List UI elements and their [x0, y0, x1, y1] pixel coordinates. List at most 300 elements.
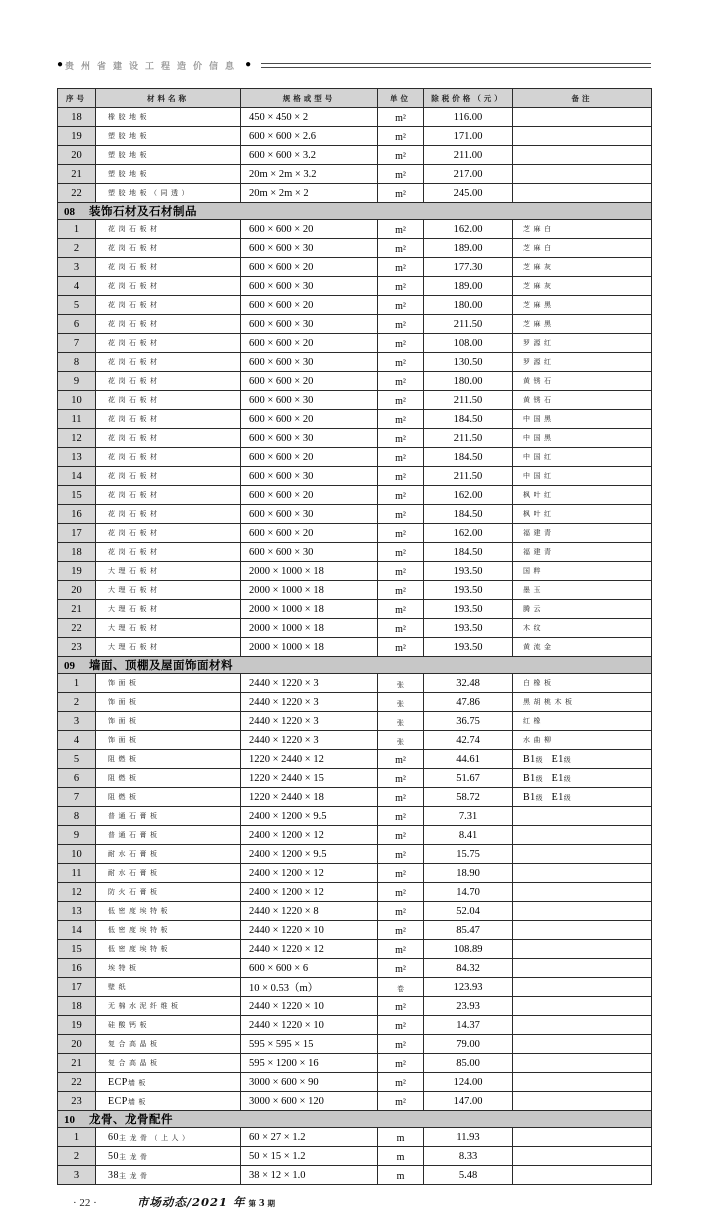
cell-unit: m² [378, 429, 424, 448]
cell-material-name: 60主龙骨（上人） [96, 1128, 241, 1147]
cell-spec: 3000 × 600 × 90 [241, 1073, 378, 1092]
section-title: 08 装饰石材及石材制品 [58, 203, 652, 220]
cell-spec: 600 × 600 × 20 [241, 296, 378, 315]
cell-serial: 20 [58, 1035, 96, 1054]
table-row [58, 127, 652, 146]
cell-serial: 20 [58, 581, 96, 600]
cell-spec: 2400 × 1200 × 12 [241, 864, 378, 883]
cell-material-name: ECP墙板 [96, 1073, 241, 1092]
cell-remark [513, 845, 652, 864]
cell-remark [513, 1147, 652, 1166]
cell-spec: 595 × 1200 × 16 [241, 1054, 378, 1073]
cell-remark [513, 959, 652, 978]
cell-remark: 黄锈石 [513, 372, 652, 391]
cell-remark [513, 1073, 652, 1092]
cell-price: 211.50 [424, 315, 513, 334]
table-row [58, 1166, 652, 1185]
cell-serial: 1 [58, 220, 96, 239]
cell-serial: 6 [58, 769, 96, 788]
cell-remark: 罗源红 [513, 353, 652, 372]
cell-serial: 4 [58, 731, 96, 750]
table-row [58, 769, 652, 788]
cell-serial: 16 [58, 959, 96, 978]
cell-unit: m² [378, 524, 424, 543]
cell-unit: m [378, 1147, 424, 1166]
table-row [58, 448, 652, 467]
cell-spec: 600 × 600 × 20 [241, 410, 378, 429]
cell-remark: 水曲柳 [513, 731, 652, 750]
cell-spec: 1220 × 2440 × 18 [241, 788, 378, 807]
cell-remark [513, 978, 652, 997]
cell-price: 211.50 [424, 391, 513, 410]
cell-price: 184.50 [424, 505, 513, 524]
cell-unit: m² [378, 410, 424, 429]
cell-price: 162.00 [424, 486, 513, 505]
cell-spec: 600 × 600 × 20 [241, 258, 378, 277]
cell-material-name: 花岗石板材 [96, 239, 241, 258]
cell-serial: 11 [58, 864, 96, 883]
cell-unit: m² [378, 146, 424, 165]
cell-serial: 14 [58, 467, 96, 486]
cell-material-name: 花岗石板材 [96, 486, 241, 505]
cell-spec: 600 × 600 × 20 [241, 486, 378, 505]
cell-material-name: 阻燃板 [96, 750, 241, 769]
cell-remark: 腾云 [513, 600, 652, 619]
table-header-row [58, 89, 652, 108]
cell-serial: 14 [58, 921, 96, 940]
cell-price: 44.61 [424, 750, 513, 769]
cell-serial: 16 [58, 505, 96, 524]
cell-remark: 红橡 [513, 712, 652, 731]
section-title: 09 墙面、顶棚及屋面饰面材料 [58, 657, 652, 674]
cell-spec: 20m × 2m × 3.2 [241, 165, 378, 184]
table-row [58, 638, 652, 657]
table-row [58, 165, 652, 184]
cell-unit: m [378, 1128, 424, 1147]
cell-unit: m² [378, 921, 424, 940]
cell-serial: 3 [58, 258, 96, 277]
cell-material-name: 壁纸 [96, 978, 241, 997]
section-header-row [58, 657, 652, 674]
cell-material-name: 饰面板 [96, 674, 241, 693]
table-row [58, 581, 652, 600]
col-header-price-extax: 除税价格（元） [424, 89, 513, 108]
cell-remark [513, 807, 652, 826]
section-title: 10 龙骨、龙骨配件 [58, 1111, 652, 1128]
cell-material-name: 花岗石板材 [96, 410, 241, 429]
cell-material-name: 橡胶地板 [96, 108, 241, 127]
cell-material-name: 花岗石板材 [96, 391, 241, 410]
cell-remark [513, 1092, 652, 1111]
section-header-row [58, 203, 652, 220]
cell-unit: m² [378, 184, 424, 203]
table-row [58, 524, 652, 543]
cell-spec: 50 × 15 × 1.2 [241, 1147, 378, 1166]
cell-price: 124.00 [424, 1073, 513, 1092]
cell-material-name: 防火石膏板 [96, 883, 241, 902]
cell-remark [513, 1016, 652, 1035]
table-row [58, 750, 652, 769]
table-row [58, 997, 652, 1016]
cell-unit: m² [378, 750, 424, 769]
cell-price: 184.50 [424, 448, 513, 467]
cell-price: 11.93 [424, 1128, 513, 1147]
cell-unit: m² [378, 1035, 424, 1054]
cell-material-name: 塑胶地板 [96, 127, 241, 146]
cell-unit: 张 [378, 712, 424, 731]
cell-serial: 9 [58, 372, 96, 391]
cell-spec: 2000 × 1000 × 18 [241, 562, 378, 581]
cell-material-name: 花岗石板材 [96, 258, 241, 277]
cell-unit: 张 [378, 731, 424, 750]
cell-price: 116.00 [424, 108, 513, 127]
cell-spec: 595 × 595 × 15 [241, 1035, 378, 1054]
cell-unit: m² [378, 467, 424, 486]
cell-unit: m² [378, 127, 424, 146]
cell-remark [513, 1166, 652, 1185]
cell-serial: 2 [58, 1147, 96, 1166]
cell-spec: 600 × 600 × 20 [241, 334, 378, 353]
cell-remark [513, 921, 652, 940]
cell-unit: m² [378, 1073, 424, 1092]
cell-serial: 7 [58, 788, 96, 807]
cell-spec: 450 × 450 × 2 [241, 108, 378, 127]
cell-material-name: 阻燃板 [96, 788, 241, 807]
table-row [58, 940, 652, 959]
cell-spec: 60 × 27 × 1.2 [241, 1128, 378, 1147]
col-header-remark: 备注 [513, 89, 652, 108]
table-row [58, 220, 652, 239]
cell-price: 15.75 [424, 845, 513, 864]
table-row [58, 372, 652, 391]
cell-spec: 600 × 600 × 30 [241, 543, 378, 562]
cell-spec: 600 × 600 × 30 [241, 429, 378, 448]
cell-unit: m² [378, 334, 424, 353]
cell-serial: 18 [58, 997, 96, 1016]
cell-unit: m² [378, 619, 424, 638]
cell-price: 180.00 [424, 372, 513, 391]
cell-material-name: 花岗石板材 [96, 372, 241, 391]
cell-serial: 21 [58, 1054, 96, 1073]
cell-remark: 墨玉 [513, 581, 652, 600]
cell-price: 47.86 [424, 693, 513, 712]
cell-price: 211.50 [424, 467, 513, 486]
cell-unit: m² [378, 372, 424, 391]
cell-remark [513, 127, 652, 146]
cell-spec: 600 × 600 × 3.2 [241, 146, 378, 165]
cell-serial: 9 [58, 826, 96, 845]
cell-material-name: 复合高晶板 [96, 1035, 241, 1054]
cell-unit: m² [378, 108, 424, 127]
cell-price: 42.74 [424, 731, 513, 750]
cell-price: 108.00 [424, 334, 513, 353]
cell-material-name: 塑胶地板 [96, 165, 241, 184]
cell-unit: m² [378, 807, 424, 826]
cell-unit: m² [378, 826, 424, 845]
cell-material-name: 耐水石膏板 [96, 864, 241, 883]
table-row [58, 1073, 652, 1092]
cell-price: 193.50 [424, 581, 513, 600]
cell-price: 84.32 [424, 959, 513, 978]
cell-serial: 7 [58, 334, 96, 353]
cell-spec: 600 × 600 × 30 [241, 505, 378, 524]
table-row [58, 296, 652, 315]
cell-remark: 枫叶红 [513, 505, 652, 524]
cell-spec: 10 × 0.53（m） [241, 978, 378, 997]
bullet-icon: ● [57, 59, 64, 70]
cell-serial: 4 [58, 277, 96, 296]
table-row [58, 674, 652, 693]
cell-material-name: 大理石板材 [96, 600, 241, 619]
cell-spec: 600 × 600 × 30 [241, 315, 378, 334]
cell-unit: m² [378, 165, 424, 184]
cell-price: 162.00 [424, 220, 513, 239]
cell-unit: m² [378, 638, 424, 657]
cell-unit: m² [378, 902, 424, 921]
cell-unit: m² [378, 505, 424, 524]
cell-material-name: 花岗石板材 [96, 296, 241, 315]
cell-material-name: 阻燃板 [96, 769, 241, 788]
col-header-serial: 序号 [58, 89, 96, 108]
cell-serial: 6 [58, 315, 96, 334]
table-row [58, 959, 652, 978]
issue-no-suffix: 期 [267, 1199, 276, 1208]
cell-unit: 张 [378, 674, 424, 693]
table-row [58, 239, 652, 258]
table-row [58, 146, 652, 165]
cell-spec: 2440 × 1220 × 12 [241, 940, 378, 959]
cell-price: 193.50 [424, 638, 513, 657]
cell-unit: m² [378, 845, 424, 864]
table-row [58, 543, 652, 562]
cell-spec: 600 × 600 × 20 [241, 372, 378, 391]
cell-remark [513, 108, 652, 127]
col-header-unit: 单位 [378, 89, 424, 108]
material-price-table [57, 88, 652, 1185]
cell-material-name: 花岗石板材 [96, 524, 241, 543]
table-row [58, 693, 652, 712]
cell-material-name: 低密度埃特板 [96, 940, 241, 959]
issue-no-prefix: 第 [248, 1199, 257, 1208]
cell-material-name: 花岗石板材 [96, 353, 241, 372]
cell-price: 8.41 [424, 826, 513, 845]
cell-material-name: 饰面板 [96, 731, 241, 750]
cell-remark [513, 146, 652, 165]
section-header-row [58, 1111, 652, 1128]
page-footer [57, 1194, 651, 1210]
cell-remark: B1级 E1级 [513, 788, 652, 807]
cell-price: 189.00 [424, 277, 513, 296]
cell-material-name: 花岗石板材 [96, 448, 241, 467]
bullet-icon: ● [245, 59, 252, 70]
cell-material-name: 大理石板材 [96, 638, 241, 657]
cell-unit: m² [378, 600, 424, 619]
cell-unit: m [378, 1166, 424, 1185]
cell-material-name: ECP墙板 [96, 1092, 241, 1111]
table-row [58, 108, 652, 127]
table-row [58, 883, 652, 902]
table-row [58, 258, 652, 277]
table-row [58, 712, 652, 731]
table-row [58, 1147, 652, 1166]
cell-spec: 2400 × 1200 × 9.5 [241, 845, 378, 864]
cell-material-name: 低密度埃特板 [96, 921, 241, 940]
table-row [58, 562, 652, 581]
cell-material-name: 普通石膏板 [96, 807, 241, 826]
cell-remark: 芝麻灰 [513, 277, 652, 296]
cell-serial: 12 [58, 429, 96, 448]
cell-remark: 黄锈石 [513, 391, 652, 410]
header-double-rule [261, 63, 651, 68]
cell-remark [513, 883, 652, 902]
cell-spec: 2440 × 1220 × 3 [241, 693, 378, 712]
table-row [58, 902, 652, 921]
cell-spec: 600 × 600 × 2.6 [241, 127, 378, 146]
col-header-spec-model: 规格或型号 [241, 89, 378, 108]
cell-material-name: 50主龙骨 [96, 1147, 241, 1166]
cell-unit: 张 [378, 693, 424, 712]
cell-remark: 中国红 [513, 448, 652, 467]
cell-unit: m² [378, 315, 424, 334]
cell-remark [513, 940, 652, 959]
cell-material-name: 花岗石板材 [96, 315, 241, 334]
cell-remark: 芝麻黑 [513, 315, 652, 334]
table-row [58, 864, 652, 883]
cell-material-name: 低密度埃特板 [96, 902, 241, 921]
cell-material-name: 花岗石板材 [96, 334, 241, 353]
cell-material-name: 大理石板材 [96, 562, 241, 581]
cell-serial: 22 [58, 619, 96, 638]
cell-material-name: 花岗石板材 [96, 429, 241, 448]
cell-remark: B1级 E1级 [513, 769, 652, 788]
cell-price: 18.90 [424, 864, 513, 883]
cell-material-name: 38主龙骨 [96, 1166, 241, 1185]
cell-price: 211.00 [424, 146, 513, 165]
journal-header-title: 贵州省建设工程造价信息 [65, 60, 242, 71]
cell-spec: 1220 × 2440 × 12 [241, 750, 378, 769]
cell-remark: 枫叶红 [513, 486, 652, 505]
cell-serial: 17 [58, 978, 96, 997]
cell-material-name: 大理石板材 [96, 581, 241, 600]
cell-serial: 5 [58, 750, 96, 769]
cell-serial: 2 [58, 239, 96, 258]
cell-serial: 13 [58, 448, 96, 467]
cell-remark: 芝麻白 [513, 239, 652, 258]
cell-unit: m² [378, 543, 424, 562]
cell-material-name: 硅酸钙板 [96, 1016, 241, 1035]
cell-material-name: 塑胶地板 [96, 146, 241, 165]
cell-serial: 22 [58, 184, 96, 203]
cell-price: 171.00 [424, 127, 513, 146]
cell-price: 52.04 [424, 902, 513, 921]
cell-serial: 19 [58, 127, 96, 146]
cell-remark: 芝麻白 [513, 220, 652, 239]
cell-serial: 3 [58, 712, 96, 731]
cell-serial: 5 [58, 296, 96, 315]
cell-spec: 2440 × 1220 × 3 [241, 674, 378, 693]
table-row [58, 921, 652, 940]
cell-material-name: 普通石膏板 [96, 826, 241, 845]
cell-serial: 20 [58, 146, 96, 165]
cell-spec: 3000 × 600 × 120 [241, 1092, 378, 1111]
table-row [58, 978, 652, 997]
cell-serial: 15 [58, 940, 96, 959]
cell-remark: 白橡板 [513, 674, 652, 693]
table-row [58, 486, 652, 505]
cell-price: 180.00 [424, 296, 513, 315]
cell-price: 193.50 [424, 619, 513, 638]
cell-spec: 600 × 600 × 20 [241, 448, 378, 467]
cell-unit: m² [378, 1092, 424, 1111]
cell-price: 184.50 [424, 543, 513, 562]
table-row [58, 505, 652, 524]
cell-remark: 黄流金 [513, 638, 652, 657]
cell-unit: m² [378, 581, 424, 600]
cell-unit: 卷 [378, 978, 424, 997]
cell-unit: m² [378, 391, 424, 410]
cell-price: 193.50 [424, 600, 513, 619]
cell-serial: 22 [58, 1073, 96, 1092]
cell-serial: 15 [58, 486, 96, 505]
cell-spec: 2440 × 1220 × 10 [241, 921, 378, 940]
cell-serial: 10 [58, 845, 96, 864]
cell-price: 85.47 [424, 921, 513, 940]
cell-remark: 罗源红 [513, 334, 652, 353]
table-row [58, 410, 652, 429]
cell-remark: 福建青 [513, 524, 652, 543]
cell-spec: 2000 × 1000 × 18 [241, 581, 378, 600]
cell-serial: 10 [58, 391, 96, 410]
cell-material-name: 耐水石膏板 [96, 845, 241, 864]
cell-price: 8.33 [424, 1147, 513, 1166]
cell-serial: 23 [58, 638, 96, 657]
table-row [58, 600, 652, 619]
cell-price: 177.30 [424, 258, 513, 277]
cell-serial: 21 [58, 600, 96, 619]
cell-remark [513, 997, 652, 1016]
cell-unit: m² [378, 1016, 424, 1035]
cell-spec: 38 × 12 × 1.0 [241, 1166, 378, 1185]
cell-spec: 600 × 600 × 30 [241, 467, 378, 486]
table-row [58, 1016, 652, 1035]
cell-price: 51.67 [424, 769, 513, 788]
cell-remark: 中国黑 [513, 410, 652, 429]
cell-serial: 19 [58, 1016, 96, 1035]
table-row [58, 826, 652, 845]
cell-unit: m² [378, 883, 424, 902]
cell-unit: m² [378, 258, 424, 277]
table-row [58, 391, 652, 410]
cell-remark: 国粹 [513, 562, 652, 581]
cell-spec: 2000 × 1000 × 18 [241, 638, 378, 657]
page-number: · 22 · [73, 1197, 97, 1209]
cell-spec: 600 × 600 × 30 [241, 277, 378, 296]
cell-material-name: 塑胶地板（同透） [96, 184, 241, 203]
table-row [58, 334, 652, 353]
cell-price: 245.00 [424, 184, 513, 203]
cell-spec: 2440 × 1220 × 3 [241, 731, 378, 750]
table-row [58, 1035, 652, 1054]
cell-serial: 17 [58, 524, 96, 543]
cell-unit: m² [378, 277, 424, 296]
table-row [58, 845, 652, 864]
cell-remark: 中国黑 [513, 429, 652, 448]
cell-remark: 中国红 [513, 467, 652, 486]
cell-serial: 18 [58, 543, 96, 562]
cell-serial: 11 [58, 410, 96, 429]
cell-spec: 2440 × 1220 × 10 [241, 997, 378, 1016]
table-row [58, 807, 652, 826]
